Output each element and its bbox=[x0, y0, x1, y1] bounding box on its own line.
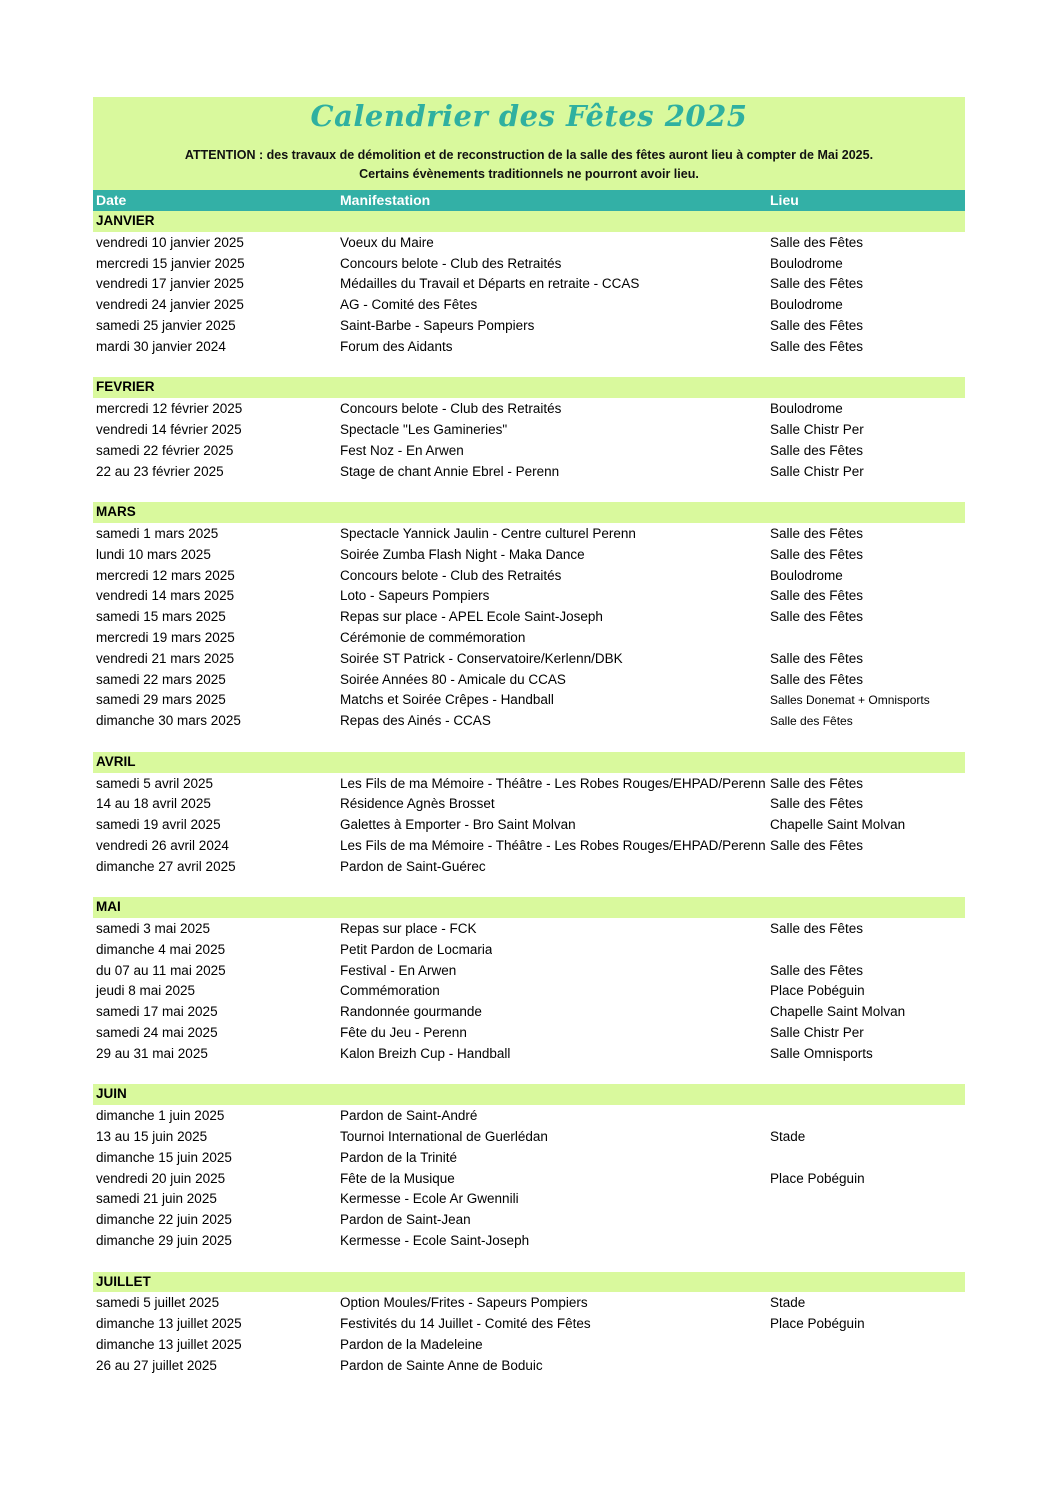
event-date: 13 au 15 juin 2025 bbox=[96, 1129, 208, 1145]
month-header bbox=[93, 1084, 965, 1105]
table-row bbox=[93, 294, 965, 315]
table-row bbox=[93, 648, 965, 669]
column-header-event: Manifestation bbox=[340, 192, 431, 208]
table-row bbox=[93, 1313, 965, 1334]
event-date: dimanche 30 mars 2025 bbox=[96, 713, 241, 729]
event-name: Fête de la Musique bbox=[340, 1170, 455, 1186]
event-place: Place Pobéguin bbox=[770, 1316, 865, 1332]
event-place: Chapelle Saint Molvan bbox=[770, 817, 906, 833]
event-date: mercredi 19 mars 2025 bbox=[96, 629, 235, 645]
event-place: Salle des Fêtes bbox=[770, 234, 864, 250]
event-date: 22 au 23 février 2025 bbox=[96, 463, 224, 479]
table-row bbox=[93, 980, 965, 1001]
event-place: Salle Chistr Per bbox=[770, 421, 864, 437]
table-body bbox=[93, 211, 965, 1376]
table-row bbox=[93, 1168, 965, 1189]
event-date: dimanche 27 avril 2025 bbox=[96, 858, 236, 874]
spacer-row bbox=[93, 1251, 965, 1272]
table-row bbox=[93, 793, 965, 814]
event-name: Kalon Breizh Cup - Handball bbox=[340, 1045, 511, 1061]
column-header-place: Lieu bbox=[770, 192, 799, 208]
table-row bbox=[93, 523, 965, 544]
event-date: 14 au 18 avril 2025 bbox=[96, 796, 211, 812]
event-name: Pardon de Sainte Anne de Boduic bbox=[340, 1357, 543, 1373]
table-row bbox=[93, 1126, 965, 1147]
notice-line-2: Certains évènements traditionnels ne pourront avoir lieu. bbox=[359, 167, 699, 181]
event-date: samedi 5 avril 2025 bbox=[96, 775, 214, 791]
event-name: Commémoration bbox=[340, 983, 440, 999]
month-header bbox=[93, 752, 965, 773]
table-row bbox=[93, 1209, 965, 1230]
month-name: AVRIL bbox=[96, 753, 136, 769]
event-date: dimanche 1 juin 2025 bbox=[96, 1108, 225, 1124]
event-place: Stade bbox=[770, 1295, 806, 1311]
table-row bbox=[93, 689, 965, 710]
event-date: 26 au 27 juillet 2025 bbox=[96, 1357, 217, 1373]
event-place: Salle des Fêtes bbox=[770, 837, 864, 853]
table-row bbox=[93, 627, 965, 648]
table-row bbox=[93, 1230, 965, 1251]
event-date: vendredi 14 mars 2025 bbox=[96, 588, 235, 604]
table-row bbox=[93, 773, 965, 794]
event-name: Repas sur place - FCK bbox=[340, 921, 477, 937]
event-name: Kermesse - Ecole Ar Gwennili bbox=[340, 1191, 519, 1207]
event-date: dimanche 13 juillet 2025 bbox=[96, 1316, 242, 1332]
month-name: JUIN bbox=[96, 1086, 127, 1102]
event-name: Saint-Barbe - Sapeurs Pompiers bbox=[340, 317, 535, 333]
event-name: Soirée Zumba Flash Night - Maka Dance bbox=[340, 546, 585, 562]
event-name: Forum des Aidants bbox=[340, 338, 453, 354]
spacer-row bbox=[93, 877, 965, 898]
event-place: Salle des Fêtes bbox=[770, 796, 864, 812]
table-row bbox=[93, 606, 965, 627]
table-row bbox=[93, 1188, 965, 1209]
month-header bbox=[93, 377, 965, 398]
event-name: Spectacle Yannick Jaulin - Centre culturel Perenn bbox=[340, 525, 636, 541]
spacer-row bbox=[93, 357, 965, 378]
event-place: Boulodrome bbox=[770, 401, 843, 417]
event-date: jeudi 8 mai 2025 bbox=[96, 983, 196, 999]
event-place: Place Pobéguin bbox=[770, 1170, 865, 1186]
event-date: du 07 au 11 mai 2025 bbox=[96, 962, 226, 978]
event-date: dimanche 29 juin 2025 bbox=[96, 1233, 232, 1249]
table-row bbox=[93, 1334, 965, 1355]
table-row bbox=[93, 856, 965, 877]
event-date: vendredi 26 avril 2024 bbox=[96, 837, 229, 853]
month-name: FEVRIER bbox=[96, 379, 155, 395]
spacer-row bbox=[93, 1064, 965, 1085]
event-place: Salle des Fêtes bbox=[770, 546, 864, 562]
event-place: Salle des Fêtes bbox=[770, 714, 853, 729]
event-date: vendredi 14 février 2025 bbox=[96, 421, 242, 437]
event-name: Voeux du Maire bbox=[340, 234, 434, 250]
event-place: Salle des Fêtes bbox=[770, 650, 864, 666]
event-date: vendredi 21 mars 2025 bbox=[96, 650, 235, 666]
event-name: Soirée Années 80 - Amicale du CCAS bbox=[340, 671, 566, 687]
month-header bbox=[93, 502, 965, 523]
month-name: JUILLET bbox=[96, 1273, 151, 1289]
event-name: Les Fils de ma Mémoire - Théâtre - Les Robes Rouges/EHPAD/Perenn bbox=[340, 837, 766, 853]
event-name: Loto - Sapeurs Pompiers bbox=[340, 588, 490, 604]
event-name: Soirée ST Patrick - Conservatoire/Kerlenn/DBK bbox=[340, 650, 623, 666]
table-row bbox=[93, 253, 965, 274]
title-banner bbox=[93, 97, 965, 190]
event-place: Salle des Fêtes bbox=[770, 671, 864, 687]
table-row bbox=[93, 273, 965, 294]
event-name: Petit Pardon de Locmaria bbox=[340, 941, 493, 957]
event-name: Fest Noz - En Arwen bbox=[340, 442, 464, 458]
event-name: Fête du Jeu - Perenn bbox=[340, 1025, 467, 1041]
event-place: Boulodrome bbox=[770, 297, 843, 313]
month-name: JANVIER bbox=[96, 213, 155, 228]
table-row bbox=[93, 669, 965, 690]
event-name: Option Moules/Frites - Sapeurs Pompiers bbox=[340, 1295, 588, 1311]
event-name: Festival - En Arwen bbox=[340, 962, 457, 978]
event-name: Résidence Agnès Brosset bbox=[340, 796, 495, 812]
month-header bbox=[93, 211, 965, 232]
event-name: Repas des Ainés - CCAS bbox=[340, 713, 491, 729]
column-header-date: Date bbox=[96, 192, 127, 208]
table-row bbox=[93, 544, 965, 565]
event-date: samedi 29 mars 2025 bbox=[96, 692, 226, 708]
event-date: dimanche 15 juin 2025 bbox=[96, 1149, 232, 1165]
table-row bbox=[93, 315, 965, 336]
event-name: Médailles du Travail et Départs en retraite - CCAS bbox=[340, 276, 640, 292]
event-name: Matchs et Soirée Crêpes - Handball bbox=[340, 692, 554, 708]
table-row bbox=[93, 232, 965, 253]
event-date: vendredi 24 janvier 2025 bbox=[96, 297, 244, 313]
table-row bbox=[93, 814, 965, 835]
month-name: MARS bbox=[96, 504, 136, 520]
event-name: Pardon de Saint-Guérec bbox=[340, 858, 486, 874]
event-date: samedi 22 février 2025 bbox=[96, 442, 234, 458]
event-place: Salle des Fêtes bbox=[770, 317, 864, 333]
event-place: Salles Donemat + Omnisports bbox=[770, 693, 930, 708]
event-date: samedi 1 mars 2025 bbox=[96, 525, 219, 541]
table-row bbox=[93, 461, 965, 482]
event-place: Salle des Fêtes bbox=[770, 525, 864, 541]
event-name: Concours belote - Club des Retraités bbox=[340, 255, 562, 271]
event-date: dimanche 22 juin 2025 bbox=[96, 1212, 232, 1228]
event-date: samedi 24 mai 2025 bbox=[96, 1025, 218, 1041]
table-row bbox=[93, 1355, 965, 1376]
month-name: MAI bbox=[96, 899, 121, 915]
event-date: samedi 17 mai 2025 bbox=[96, 1004, 218, 1020]
table-row bbox=[93, 710, 965, 731]
spacer-row bbox=[93, 481, 965, 502]
table-row bbox=[93, 1292, 965, 1313]
event-date: samedi 22 mars 2025 bbox=[96, 671, 226, 687]
event-date: dimanche 4 mai 2025 bbox=[96, 941, 226, 957]
event-date: samedi 25 janvier 2025 bbox=[96, 317, 236, 333]
table-row bbox=[93, 960, 965, 981]
event-name: AG - Comité des Fêtes bbox=[340, 297, 478, 313]
table-row bbox=[93, 585, 965, 606]
event-name: Pardon de la Madeleine bbox=[340, 1337, 483, 1353]
event-date: vendredi 10 janvier 2025 bbox=[96, 234, 244, 250]
event-name: Les Fils de ma Mémoire - Théâtre - Les Robes Rouges/EHPAD/Perenn bbox=[340, 775, 766, 791]
event-date: samedi 19 avril 2025 bbox=[96, 817, 221, 833]
event-name: Concours belote - Club des Retraités bbox=[340, 401, 562, 417]
event-place: Place Pobéguin bbox=[770, 983, 865, 999]
event-date: samedi 15 mars 2025 bbox=[96, 609, 226, 625]
month-header bbox=[93, 897, 965, 918]
table-row bbox=[93, 1001, 965, 1022]
spacer-row bbox=[93, 731, 965, 752]
event-name: Randonnée gourmande bbox=[340, 1004, 482, 1020]
event-name: Pardon de Saint-Jean bbox=[340, 1212, 471, 1228]
table-row bbox=[93, 1022, 965, 1043]
event-place: Salle des Fêtes bbox=[770, 442, 864, 458]
table-row bbox=[93, 1043, 965, 1064]
event-name: Stage de chant Annie Ebrel - Perenn bbox=[340, 463, 560, 479]
event-place: Salle des Fêtes bbox=[770, 588, 864, 604]
month-header bbox=[93, 1272, 965, 1293]
table-header bbox=[93, 190, 965, 211]
event-name: Kermesse - Ecole Saint-Joseph bbox=[340, 1233, 530, 1249]
event-date: lundi 10 mars 2025 bbox=[96, 546, 211, 562]
event-date: mardi 30 janvier 2024 bbox=[96, 338, 226, 354]
event-date: mercredi 12 mars 2025 bbox=[96, 567, 235, 583]
notice-line-1: ATTENTION : des travaux de démolition et de reconstruction de la salle des fêtes auront lieu à compter de Mai 2025. bbox=[184, 148, 874, 162]
event-place: Salle des Fêtes bbox=[770, 962, 864, 978]
table-row bbox=[93, 1147, 965, 1168]
event-date: mercredi 12 février 2025 bbox=[96, 401, 243, 417]
event-date: dimanche 13 juillet 2025 bbox=[96, 1337, 242, 1353]
table-row bbox=[93, 419, 965, 440]
page-title: Calendrier des Fêtes 2025 bbox=[310, 99, 748, 133]
table-row bbox=[93, 565, 965, 586]
event-date: mercredi 15 janvier 2025 bbox=[96, 255, 245, 271]
event-date: 29 au 31 mai 2025 bbox=[96, 1045, 208, 1061]
table-row bbox=[93, 336, 965, 357]
event-place: Salle des Fêtes bbox=[770, 338, 864, 354]
event-name: Repas sur place - APEL Ecole Saint-Joseph bbox=[340, 609, 603, 625]
table-row bbox=[93, 1105, 965, 1126]
event-place: Boulodrome bbox=[770, 567, 843, 583]
event-place: Salle des Fêtes bbox=[770, 276, 864, 292]
event-name: Tournoi International de Guerlédan bbox=[340, 1129, 548, 1145]
event-name: Spectacle "Les Gamineries" bbox=[340, 421, 508, 437]
event-name: Galettes à Emporter - Bro Saint Molvan bbox=[340, 817, 576, 833]
event-date: vendredi 20 juin 2025 bbox=[96, 1170, 226, 1186]
event-place: Salle Omnisports bbox=[770, 1045, 873, 1061]
event-date: samedi 21 juin 2025 bbox=[96, 1191, 217, 1207]
table-row bbox=[93, 398, 965, 419]
event-place: Salle des Fêtes bbox=[770, 775, 864, 791]
event-name: Pardon de la Trinité bbox=[340, 1149, 458, 1165]
event-place: Salle des Fêtes bbox=[770, 609, 864, 625]
event-place: Salle Chistr Per bbox=[770, 463, 864, 479]
event-name: Pardon de Saint-André bbox=[340, 1108, 478, 1124]
table-row bbox=[93, 939, 965, 960]
table-row bbox=[93, 440, 965, 461]
event-name: Cérémonie de commémoration bbox=[340, 629, 526, 645]
event-date: samedi 3 mai 2025 bbox=[96, 921, 211, 937]
event-place: Stade bbox=[770, 1129, 806, 1145]
table-row bbox=[93, 835, 965, 856]
event-place: Chapelle Saint Molvan bbox=[770, 1004, 906, 1020]
event-place: Salle des Fêtes bbox=[770, 921, 864, 937]
event-date: vendredi 17 janvier 2025 bbox=[96, 276, 244, 292]
event-name: Festivités du 14 Juillet - Comité des Fêtes bbox=[340, 1316, 591, 1332]
event-date: samedi 5 juillet 2025 bbox=[96, 1295, 220, 1311]
table-row bbox=[93, 918, 965, 939]
event-place: Boulodrome bbox=[770, 255, 843, 271]
calendar-sheet bbox=[93, 97, 965, 1376]
event-name: Concours belote - Club des Retraités bbox=[340, 567, 562, 583]
event-place: Salle Chistr Per bbox=[770, 1025, 864, 1041]
